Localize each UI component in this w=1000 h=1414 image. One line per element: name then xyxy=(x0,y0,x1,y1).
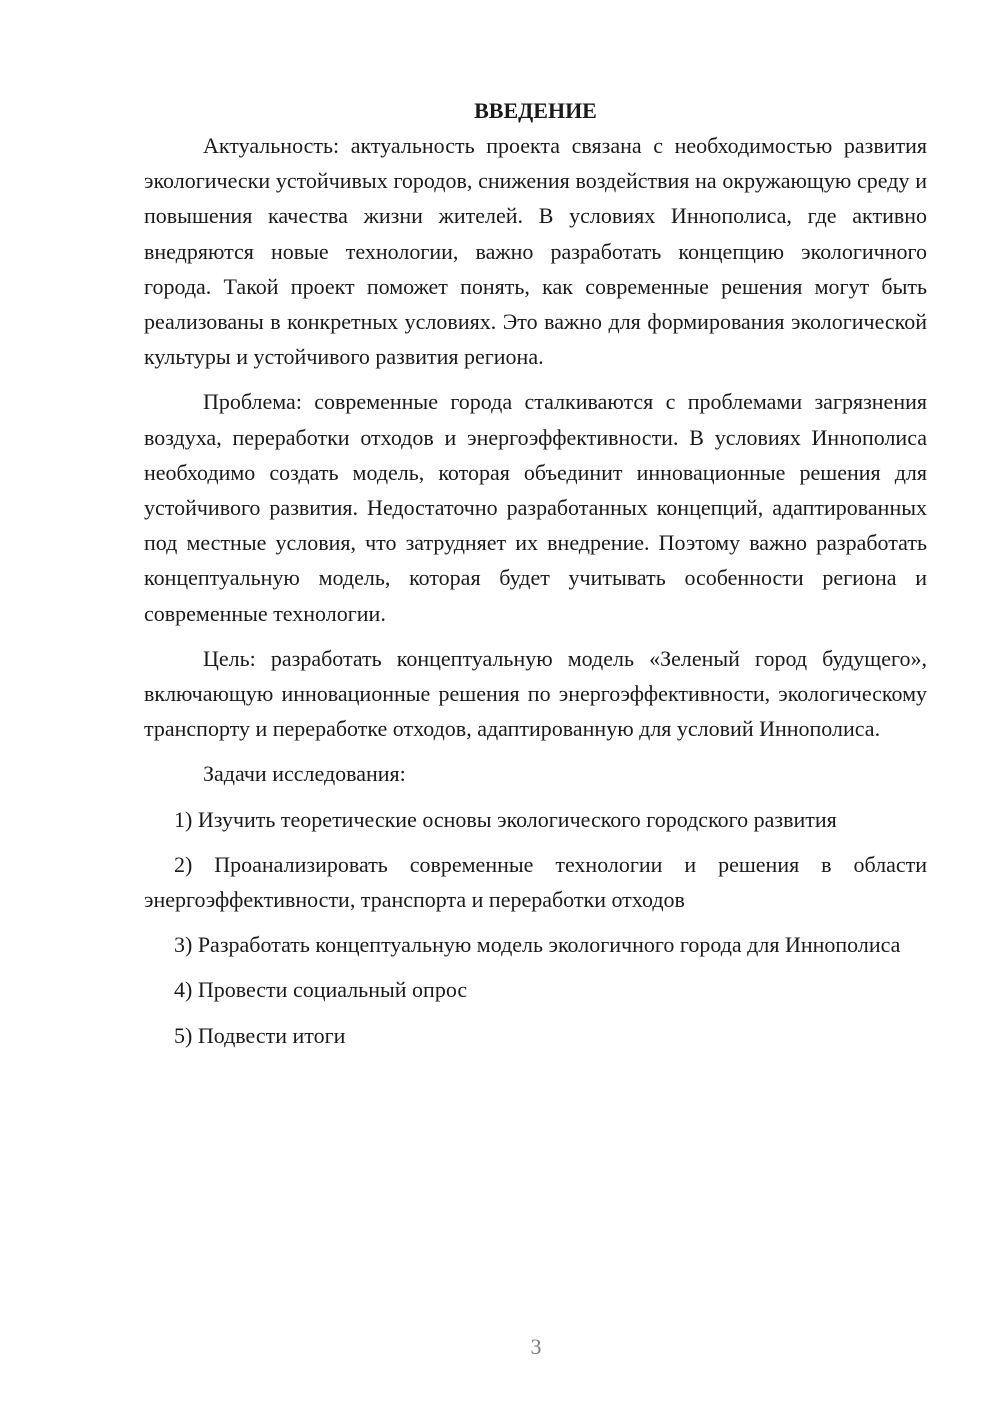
task-item-2: 2) Проанализировать современные технологии и решения в области энергоэффективности, транспорта и переработки отходов xyxy=(144,851,927,913)
task-item-3: 3) Разработать концептуальную модель экологичного города для Иннополиса xyxy=(174,932,901,958)
page-number: 3 xyxy=(530,1334,542,1359)
tasks-title: Задачи исследования: xyxy=(203,761,406,787)
section-heading: ВВЕДЕНИЕ xyxy=(474,98,597,123)
task-item-1: 1) Изучить теоретические основы экологического городского развития xyxy=(174,806,837,832)
paragraph-relevance: Актуальность: актуальность проекта связана с необходимостью развития экологически устойчивых городов, снижения воздействия на окружающую среду и повышения качества жизни жителей. В условиях Иннополиса, где активно внедряются новые технологии, важно разработать концепцию экологичного города. Такой проект поможет понять, как современные решения могут быть реализованы в конкретных условиях. Это важно для формирования экологической культуры и устойчивого развития региона. xyxy=(144,133,927,370)
paragraph-problem: Проблема: современные города сталкиваются с проблемами загрязнения воздуха, переработки отходов и энергоэффективности. В условиях Иннополиса необходимо создать модель, которая объединит инновационные решения для устойчивого развития. Недостаточно разработанных концепций, адаптированных под местные условия, что затрудняет их внедрение. Поэтому важно разработать концептуальную модель, которая будет учитывать особенности региона и современные технологии. xyxy=(144,389,927,626)
task-item-5: 5) Подвести итоги xyxy=(174,1022,346,1048)
paragraph-goal: Цель: разработать концептуальную модель «Зеленый город будущего», включающую инновационные решения по энергоэффективности, экологическому транспорту и переработке отходов, адаптированную для условий Иннополиса. xyxy=(144,645,927,742)
document-page xyxy=(144,96,927,1063)
task-item-4: 4) Провести социальный опрос xyxy=(174,977,468,1003)
